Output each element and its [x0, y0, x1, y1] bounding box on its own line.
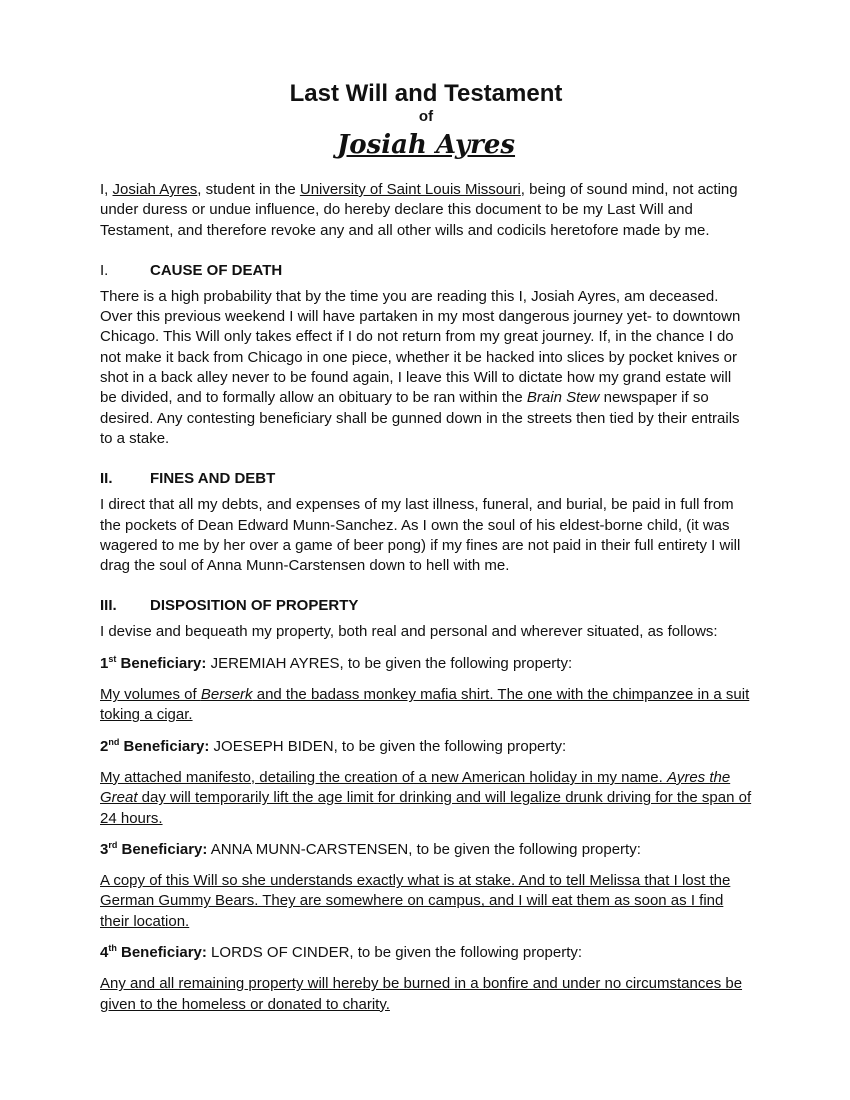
beneficiary-label: Beneficiary: — [119, 737, 210, 755]
fines-and-debt-paragraph: I direct that all my debts, and expenses of my last illness, funeral, and burial, be paid in full from the pockets of Dean Edward Munn-Sanchez. As I own the soul of his eldest-borne child, (it was wagered to me by her over a game of beer pong) if my fines are not paid in their full entirety I will drag the soul of Anna Munn-Carstensen down to hell with me. — [100, 496, 741, 575]
ordinal: 3 — [100, 840, 109, 858]
ordinal-suffix: nd — [108, 736, 120, 747]
ordinal: 4 — [100, 944, 109, 962]
section-title: DISPOSITION OF PROPERTY — [150, 597, 359, 615]
beneficiary-label: Beneficiary: — [117, 840, 208, 858]
will-document — [100, 80, 752, 1015]
section-heading-fines-and-debt — [100, 469, 752, 489]
ordinal-suffix: rd — [108, 839, 118, 850]
ordinal: 2 — [100, 737, 109, 755]
newspaper-name: Brain Stew — [526, 389, 600, 407]
ordinal-suffix: th — [108, 943, 117, 954]
beneficiary-name: JEREMIAH AYRES, to be given the following property: — [206, 654, 573, 672]
beneficiary-property — [100, 974, 752, 1015]
section-title: FINES AND DEBT — [150, 470, 276, 488]
property-text-b: day will temporarily lift the age limit for drinking and will legalize drunk driving for the span of 24 hours. — [100, 789, 752, 827]
disposition-paragraph: I devise and bequeath my property, both real and personal and wherever situated, as follows: — [100, 623, 718, 641]
cause-text-b: newspaper if so desired. Any contesting beneficiary shall be gunned down in the streets then tied by their entrails to a stake. — [100, 389, 740, 447]
beneficiary-name: LORDS OF CINDER, to be given the following property: — [206, 944, 583, 962]
property-text-b: and the badass monkey mafia shirt. The one with the chimpanzee in a suit toking a cigar. — [100, 686, 750, 724]
section-heading-disposition — [100, 596, 752, 616]
beneficiary-name: JOESEPH BIDEN, to be given the following property: — [209, 737, 567, 755]
document-title: Last Will and Testament — [289, 80, 563, 107]
document-of: of — [418, 108, 434, 125]
school-link: University of Saint Louis Missouri — [299, 181, 521, 198]
cause-text-a: There is a high probability that by the time you are reading this I, Josiah Ayres, am deceased. Over this previous weekend I will have partaken in my most dangerous journey yet- to downtown Chicago. This Will only takes effect if I do not return from my great journey. If, in the chance I do not make it back from Chicago in one piece, whether it be hacked into slices by pocket knives or shot in a back alley never to be found again, I leave this Will to dictate how my grand estate will be divided, and to formally allow an obituary to be ran within the — [100, 287, 741, 407]
beneficiary-line — [100, 654, 752, 674]
ordinal-suffix: st — [108, 653, 117, 664]
section-number: I. — [100, 261, 109, 279]
property-text-a: A copy of this Will so she understands exactly what is at stake. And to tell Melissa that I lost the German Gummy Bears. They are somewhere on campus, and I will eat them as soon as I find their location. — [100, 872, 731, 930]
beneficiary-property — [100, 871, 752, 932]
beneficiary-line — [100, 737, 752, 757]
intro-text-1: I, — [100, 181, 113, 198]
beneficiary-line — [100, 943, 752, 963]
section-number: II. — [100, 470, 113, 488]
beneficiary-property — [100, 768, 752, 829]
cause-of-death-paragraph — [100, 287, 752, 449]
property-italic: Ayres the Great — [100, 768, 731, 807]
property-text-a: Any and all remaining property will hereby be burned in a bonfire and under no circumstances be given to the homeless or donated to charity. — [100, 975, 743, 1013]
beneficiary-label: Beneficiary: — [116, 944, 207, 962]
property-text-a: My volumes of — [100, 686, 201, 704]
beneficiary-property — [100, 685, 752, 726]
section-heading-cause-of-death — [100, 261, 752, 281]
beneficiary-line — [100, 840, 752, 860]
intro-text-2: , student in the — [197, 181, 300, 198]
section-number: III. — [100, 597, 117, 615]
testator-name: Josiah Ayres — [336, 130, 516, 160]
intro-text-3: , being of sound mind, not acting under duress or undue influence, do hereby declare this document to be my Last Will and Testament, and therefore revoke any and all other wills and codicils heretofore made by me. — [100, 181, 738, 239]
property-text-a: My attached manifesto, detailing the creation of a new American holiday in my name. — [100, 768, 667, 786]
testator-name-link: Josiah Ayres — [112, 181, 198, 198]
intro-paragraph — [100, 180, 752, 241]
property-italic: Berserk — [200, 686, 253, 704]
section-title: CAUSE OF DEATH — [150, 261, 283, 279]
beneficiary-label: Beneficiary: — [116, 654, 207, 672]
ordinal: 1 — [100, 654, 109, 672]
beneficiary-name: ANNA MUNN-CARSTENSEN, to be given the following property: — [207, 840, 641, 858]
